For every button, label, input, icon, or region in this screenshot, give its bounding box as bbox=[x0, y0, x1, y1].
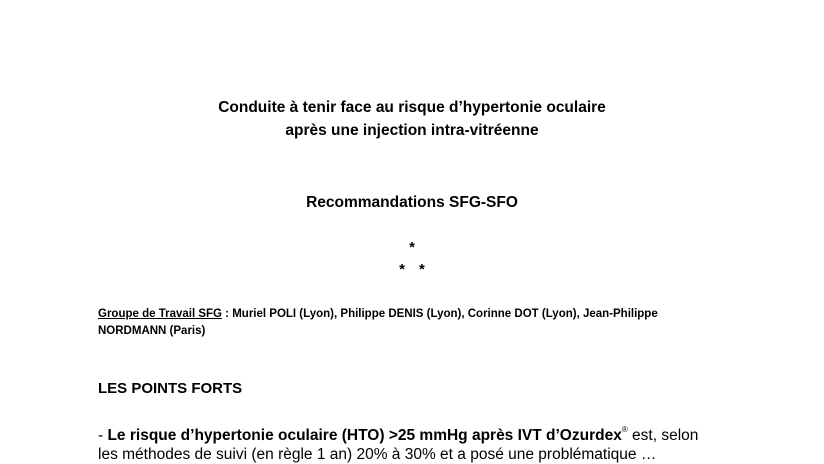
key-point-dash: - bbox=[98, 427, 108, 444]
key-point-paragraph-line-2: les méthodes de suivi (en règle 1 an) 20% à 30% et a posé une problématique … bbox=[98, 446, 657, 463]
asterism-right: * bbox=[419, 261, 425, 278]
asterism-left: * bbox=[399, 261, 405, 278]
working-group-members-line-1: Muriel POLI (Lyon), Philippe DENIS (Lyon), Corinne DOT (Lyon), Jean-Philippe bbox=[232, 308, 658, 320]
key-point-paragraph bbox=[98, 425, 738, 445]
working-group bbox=[98, 306, 738, 340]
registered-mark: ® bbox=[621, 425, 628, 434]
document-subtitle: Recommandations SFG-SFO bbox=[306, 194, 518, 211]
key-point-bold-text: Le risque d’hypertonie oculaire (HTO) >25 mmHg après IVT d’Ozurdex bbox=[107, 427, 622, 444]
asterism-bottom bbox=[0, 261, 824, 278]
asterism-top: * bbox=[409, 239, 415, 256]
section-heading: LES POINTS FORTS bbox=[98, 380, 243, 397]
working-group-label: Groupe de Travail SFG bbox=[98, 308, 222, 320]
document-title-line-1: Conduite à tenir face au risque d’hypertonie oculaire bbox=[218, 99, 606, 116]
key-point-text: est, selon bbox=[627, 427, 699, 444]
working-group-separator: : bbox=[221, 308, 233, 320]
document-title-line-2: après une injection intra-vitréenne bbox=[285, 122, 539, 139]
working-group-members-line-2: NORDMANN (Paris) bbox=[98, 325, 206, 337]
